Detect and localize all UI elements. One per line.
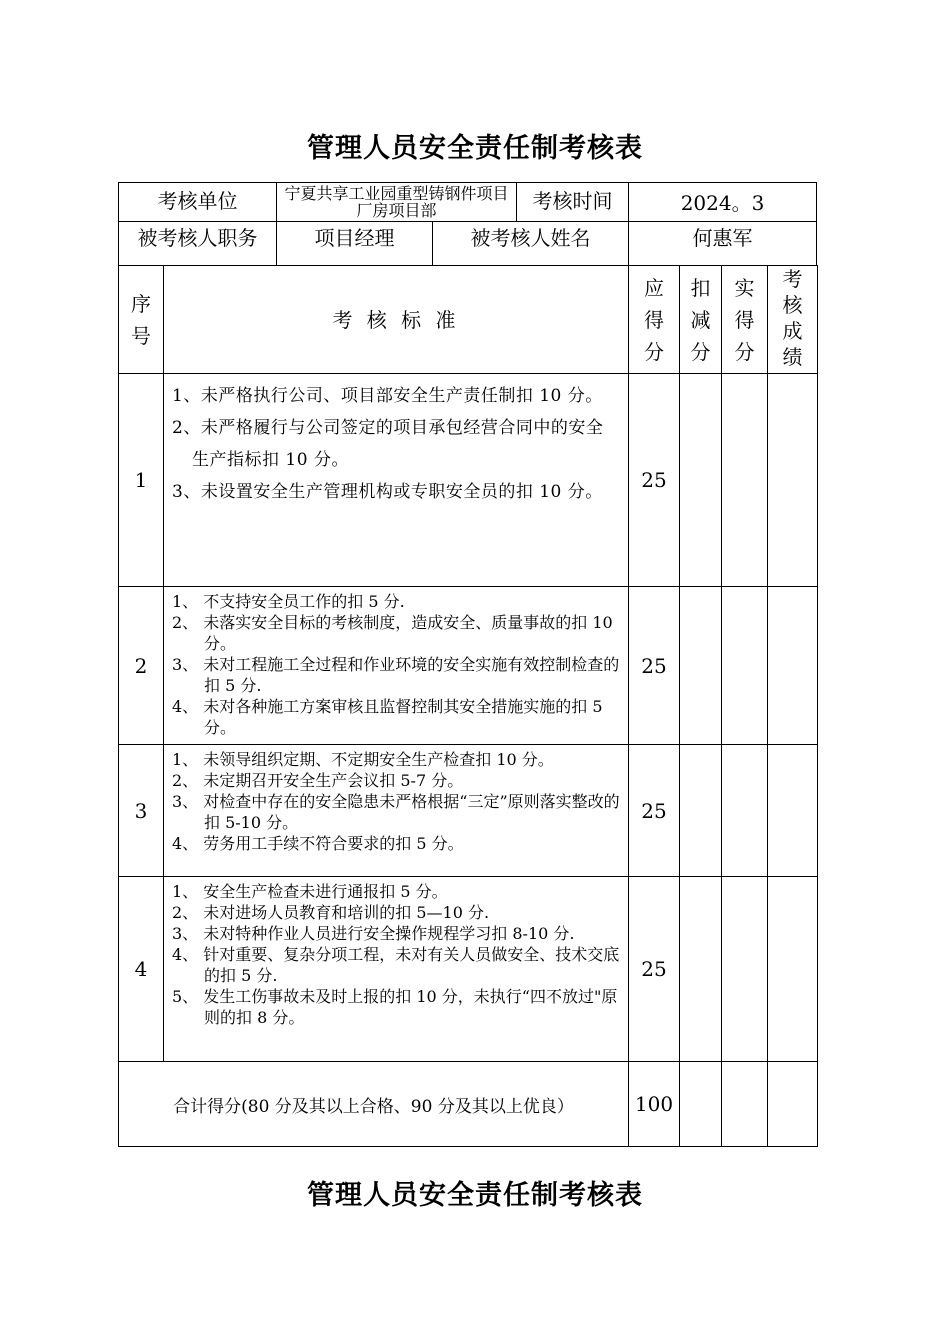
- criteria-item: 3、 对检查中存在的安全隐患未严格根据“三定”原则落实整改的扣 5-10 分。: [172, 792, 620, 832]
- col-result: 考核成绩: [768, 266, 818, 374]
- table-row: [119, 877, 818, 1062]
- page-title-repeat: 管理人员安全责任制考核表: [307, 1180, 643, 1211]
- row-seq: 1: [119, 374, 164, 587]
- table-row: [119, 587, 818, 745]
- criteria-item: 4、 针对重要、复杂分项工程，未对有关人员做安全、技术交底的扣 5 分.: [172, 945, 620, 985]
- criteria-item: 1、 不支持安全员工作的扣 5 分.: [172, 592, 405, 611]
- table-row: [119, 745, 818, 877]
- row-seq: 4: [119, 877, 164, 1062]
- criteria-item: 2、 未落实安全目标的考核制度，造成安全、质量事故的扣 10 分。: [172, 613, 613, 653]
- row-deduct: [680, 374, 722, 587]
- row-actual: [722, 877, 768, 1062]
- col-seq: 序号: [119, 266, 164, 374]
- col-criteria: 考 核 标 准: [164, 266, 629, 374]
- total-due: 100: [629, 1062, 680, 1147]
- row-deduct: [680, 745, 722, 877]
- row-result: [768, 374, 818, 587]
- criteria-item: 1、 未领导组织定期、不定期安全生产检查扣 10 分。: [172, 750, 554, 769]
- name-label: 被考核人姓名: [432, 221, 629, 266]
- time-value: 2024。3: [628, 182, 817, 222]
- row-due: 25: [629, 374, 680, 587]
- row-deduct: [680, 587, 722, 745]
- table-row: [119, 374, 818, 587]
- total-label: 合计得分(80 分及其以上合格、90 分及其以上优良）: [119, 1062, 629, 1147]
- unit-value: 宁夏共享工业园重型铸钢件项目厂房项目部: [276, 182, 517, 222]
- criteria-item: 2、 未定期召开安全生产会议扣 5-7 分。: [172, 771, 464, 790]
- position-value: 项目经理: [276, 221, 433, 266]
- row-result: [768, 877, 818, 1062]
- header-block: [118, 182, 817, 266]
- criteria-item: 1、 安全生产检查未进行通报扣 5 分。: [172, 882, 448, 901]
- column-header-row: [119, 266, 818, 374]
- total-deduct: [680, 1062, 722, 1147]
- row-criteria: [164, 745, 629, 877]
- row-deduct: [680, 877, 722, 1062]
- row-due: 25: [629, 877, 680, 1062]
- time-label: 考核时间: [516, 182, 629, 222]
- col-due: 应得分: [629, 266, 680, 374]
- criteria-item: 3、 未对特种作业人员进行安全操作规程学习扣 8-10 分.: [172, 924, 575, 943]
- criteria-item: 4、 未对各种施工方案审核且监督控制其安全措施实施的扣 5 分。: [172, 697, 603, 737]
- criteria-item: 5、 发生工伤事故未及时上报的扣 10 分，未执行“四不放过"原则的扣 8 分。: [172, 987, 618, 1027]
- row-due: 25: [629, 745, 680, 877]
- criteria-item: 3、未设置安全生产管理机构或专职安全员的扣 10 分。: [172, 482, 603, 502]
- col-deduct: 扣减分: [680, 266, 722, 374]
- row-criteria: [164, 587, 629, 745]
- row-seq: 2: [119, 587, 164, 745]
- total-row: [119, 1062, 818, 1147]
- row-seq: 3: [119, 745, 164, 877]
- criteria-item: 1、未严格执行公司、项目部安全生产责任制扣 10 分。: [172, 386, 603, 406]
- criteria-item: 2、 未对进场人员教育和培训的扣 5—10 分.: [172, 903, 490, 922]
- row-actual: [722, 587, 768, 745]
- criteria-item: 3、 未对工程施工全过程和作业环境的安全实施有效控制检查的扣 5 分.: [172, 655, 620, 695]
- row-result: [768, 745, 818, 877]
- page-title: 管理人员安全责任制考核表: [307, 133, 643, 164]
- criteria-item: 2、未严格履行与公司签定的项目承包经营合同中的安全生产指标扣 10 分。: [172, 418, 604, 470]
- assessment-table: [118, 265, 818, 1147]
- total-actual: [722, 1062, 768, 1147]
- position-label: 被考核人职务: [118, 221, 277, 266]
- unit-label: 考核单位: [118, 182, 277, 222]
- row-actual: [722, 374, 768, 587]
- row-result: [768, 587, 818, 745]
- row-due: 25: [629, 587, 680, 745]
- name-value: 何惠军: [628, 221, 817, 266]
- criteria-item: 4、 劳务用工手续不符合要求的扣 5 分。: [172, 834, 464, 853]
- row-actual: [722, 745, 768, 877]
- row-criteria: [164, 877, 629, 1062]
- col-actual: 实得分: [722, 266, 768, 374]
- total-result: [768, 1062, 818, 1147]
- row-criteria: [164, 374, 629, 587]
